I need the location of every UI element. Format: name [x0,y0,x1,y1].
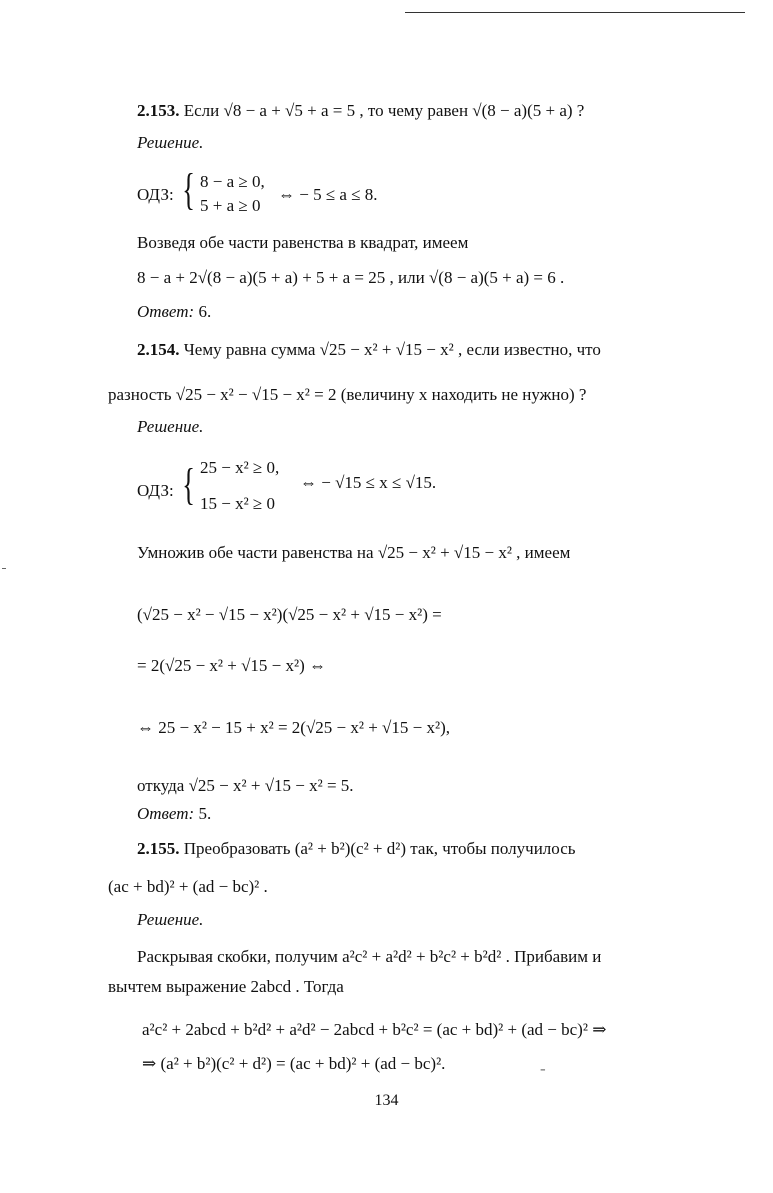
odz-brace: { [182,460,195,509]
answer-value: 5. [198,804,212,823]
margin-mark [2,568,6,569]
problem-number: 2.153. [137,101,180,120]
equation: откуда √25 − x² + √15 − x² = 5. [137,776,354,795]
odz-system [200,456,279,516]
problem-2-154-statement [137,339,601,361]
problem-2-153-statement [137,100,584,122]
solution-label: Решение. [137,133,204,152]
equation: ⇔ 25 − x² − 15 + x² = 2(√25 − x² + √15 − x²), [137,718,450,737]
odz-condition: 25 − x² ≥ 0, [200,458,280,477]
odz-label: ОДЗ: [137,481,174,500]
equation: = 2(√25 − x² + √15 − x²) ⇔ [137,656,327,675]
answer-label: Ответ: [137,302,195,321]
problem-number: 2.155. [137,839,180,858]
problem-text: Преобразовать (a² + b²)(c² + d²) так, чтобы получилось [183,839,576,858]
stray-mark: - [540,1059,546,1078]
odz-brace: { [182,165,195,214]
odz-condition: 15 − x² ≥ 0 [200,494,276,513]
text-line: вычтем выражение 2abcd . Тогда [108,977,344,996]
equation: ⇒ (a² + b²)(c² + d²) = (ac + bd)² + (ad − bc)². [142,1054,446,1073]
solution-label: Решение. [137,910,204,929]
page-number: 134 [374,1092,399,1109]
text-line: Возведя обе части равенства в квадрат, имеем [137,233,469,252]
answer [137,803,211,825]
odz-result: ⇔ − 5 ≤ a ≤ 8. [278,185,378,204]
odz-condition: 5 + a ≥ 0 [200,196,261,215]
problem-number: 2.154. [137,340,180,359]
solution-label: Решение. [137,417,204,436]
equation: a²c² + 2abcd + b²d² + a²d² − 2abcd + b²c² = (ac + bd)² + (ad − bc)² ⇒ [142,1020,607,1039]
problem-text-continued: разность √25 − x² − √15 − x² = 2 (величину x находить не нужно) ? [108,385,587,404]
problem-2-155-statement [137,838,576,860]
equation: 8 − a + 2√(8 − a)(5 + a) + 5 + a = 25 , или √(8 − a)(5 + a) = 6 . [137,268,565,287]
answer-label: Ответ: [137,804,195,823]
problem-text: Если √8 − a + √5 + a = 5 , то чему равен √(8 − a)(5 + a) ? [183,101,585,120]
header-rule [405,12,745,13]
odz-condition: 8 − a ≥ 0, [200,172,265,191]
odz-system [200,170,265,218]
text-line: Раскрывая скобки, получим a²c² + a²d² + b²c² + b²d² . Прибавим и [137,947,602,966]
problem-text-continued: (ac + bd)² + (ad − bc)² . [108,877,268,896]
answer-value: 6. [198,302,212,321]
equation: (√25 − x² − √15 − x²)(√25 − x² + √15 − x²) = [137,605,442,624]
odz-label: ОДЗ: [137,185,174,204]
answer [137,301,211,323]
odz-result: ⇔ − √15 ≤ x ≤ √15. [300,473,437,492]
text-line: Умножив обе части равенства на √25 − x² + √15 − x² , имеем [137,543,571,562]
problem-text: Чему равна сумма √25 − x² + √15 − x² , если известно, что [183,340,601,359]
